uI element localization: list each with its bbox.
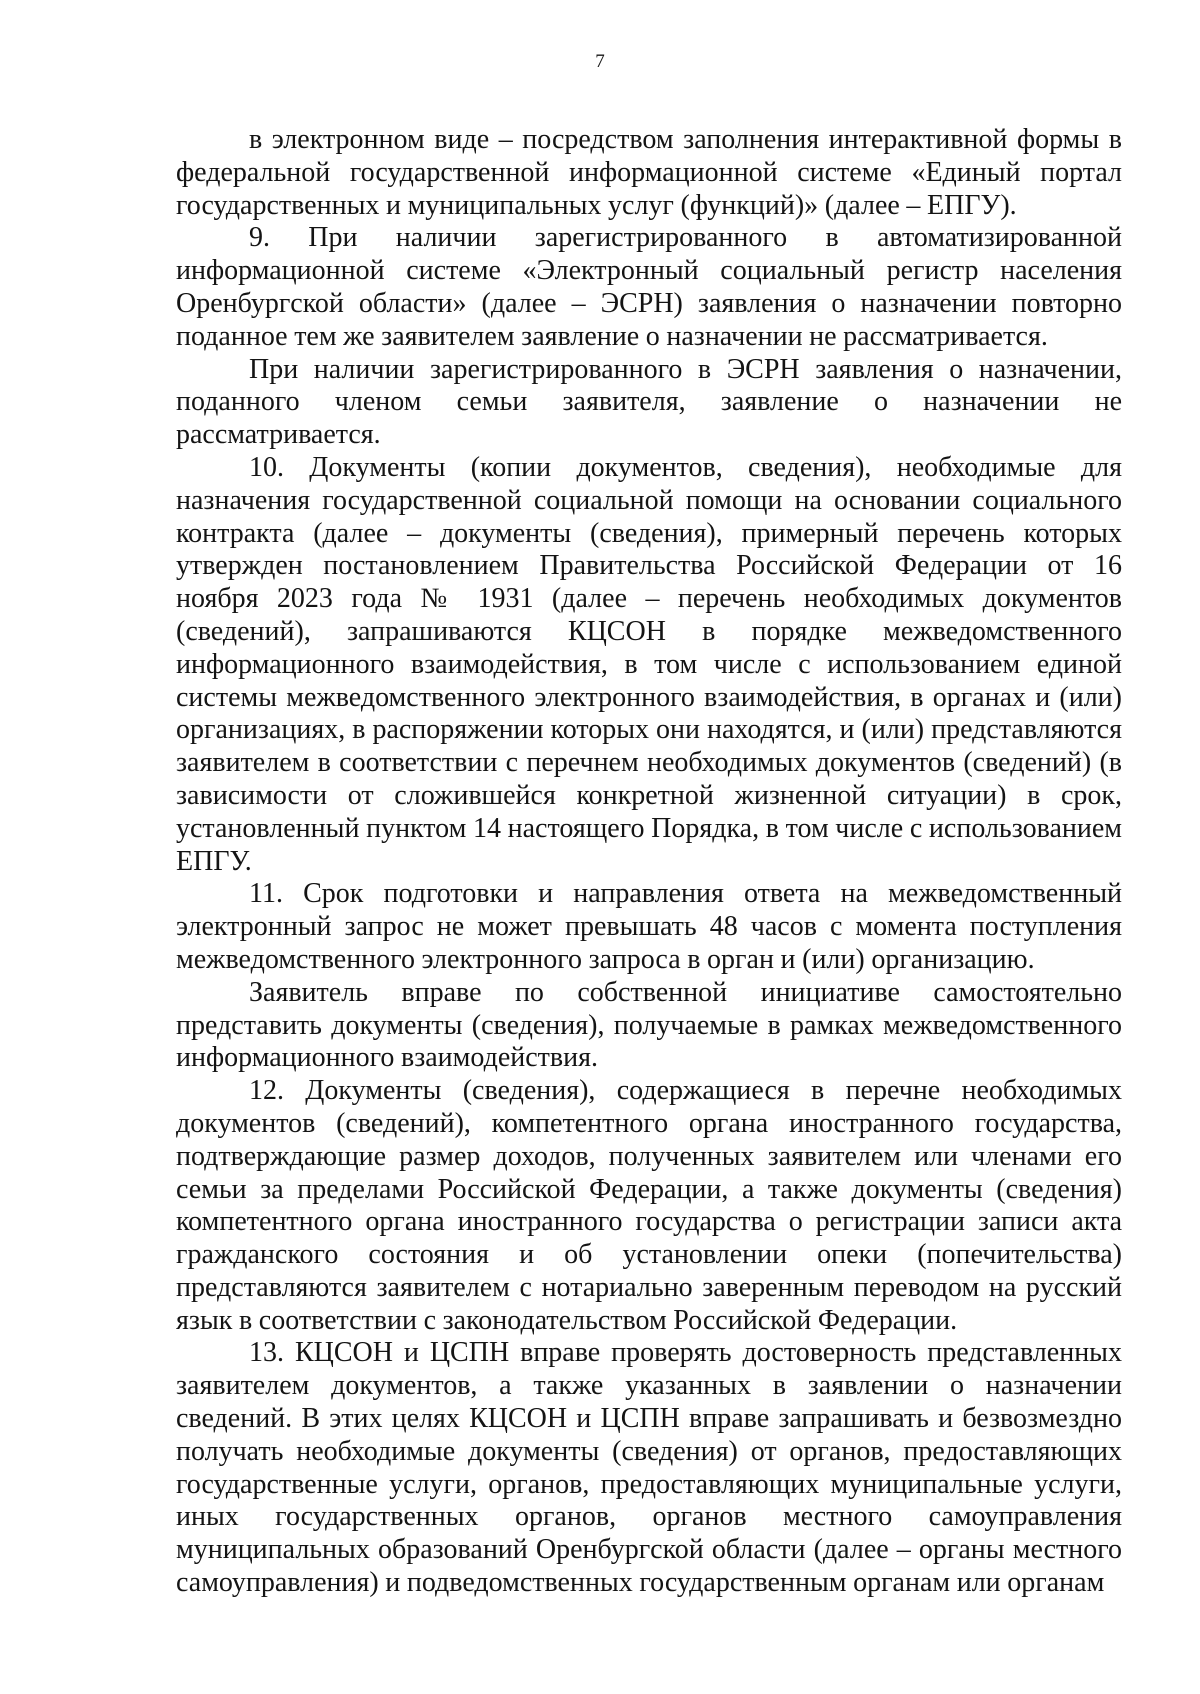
- paragraph-item-10: 10. Документы (копии документов, сведения), необходимые для назначения государственной социальной помощи на основании социального контракта (далее – документы (сведения), примерный перечень которых утвержден постановлением Правительства Российской Федерации от 16 ноября 2023 года № 1931 (далее – перечень необходимых документов (сведений), запрашиваются КЦСОН в порядке межведомственного информационного взаимодействия, в том числе с использованием единой системы межведомственного электронного взаимодействия, в органах и (или) организациях, в распоряжении которых они находятся, и (или) представляются заявителем в соответствии с перечнем необходимых документов (сведений) (в зависимости от сложившейся конкретной жизненной ситуации) в срок, установленный пунктом 14 настоящего Порядка, в том числе с использованием ЕПГУ.: [176, 451, 1122, 877]
- paragraph-item-13: 13. КЦСОН и ЦСПН вправе проверять достоверность представленных заявителем документов, а также указанных в заявлении о назначении сведений. В этих целях КЦСОН и ЦСПН вправе запрашивать и безвозмездно получать необходимые документы (сведения) от органов, предоставляющих государственные услуги, органов, предоставляющих муниципальные услуги, иных государственных органов, органов местного самоуправления муниципальных образований Оренбургской области (далее – органы местного самоуправления) и подведомственных государственным органам или органам: [176, 1337, 1122, 1599]
- paragraph-item-12: 12. Документы (сведения), содержащиеся в перечне необходимых документов (сведений), компетентного органа иностранного государства, подтверждающие размер доходов, полученных заявителем или членами его семьи за пределами Российской Федерации, а также документы (сведения) компетентного органа иностранного государства о регистрации записи акта гражданского состояния и об установлении опеки (попечительства) представляются заявителем с нотариально заверенным переводом на русский язык в соответствии с законодательством Российской Федерации.: [176, 1075, 1122, 1336]
- paragraph-item-9: 9. При наличии зарегистрированного в автоматизированной информационной системе «Электронный социальный регистр населения Оренбургской области» (далее – ЭСРН) заявления о назначении повторно поданное тем же заявителем заявление о назначении не рассматривается.: [176, 222, 1122, 352]
- document-body: [176, 124, 1122, 1600]
- paragraph-item-11-applicant: Заявитель вправе по собственной инициативе самостоятельно представить документы (сведения), получаемые в рамках межведомственного информационного взаимодействия.: [176, 976, 1122, 1074]
- page-number: 7: [595, 51, 605, 72]
- paragraph-item-9-family: При наличии зарегистрированного в ЭСРН заявления о назначении, поданного членом семьи заявителя, заявление о назначении не рассматривается.: [176, 353, 1122, 451]
- paragraph-electronic-form: в электронном виде – посредством заполнения интерактивной формы в федеральной государственной информационной системе «Единый портал государственных и муниципальных услуг (функций)» (далее – ЕПГУ).: [176, 124, 1122, 221]
- paragraph-item-11: 11. Срок подготовки и направления ответа на межведомственный электронный запрос не может превышать 48 часов с момента поступления межведомственного электронного запроса в орган и (или) организацию.: [176, 878, 1122, 975]
